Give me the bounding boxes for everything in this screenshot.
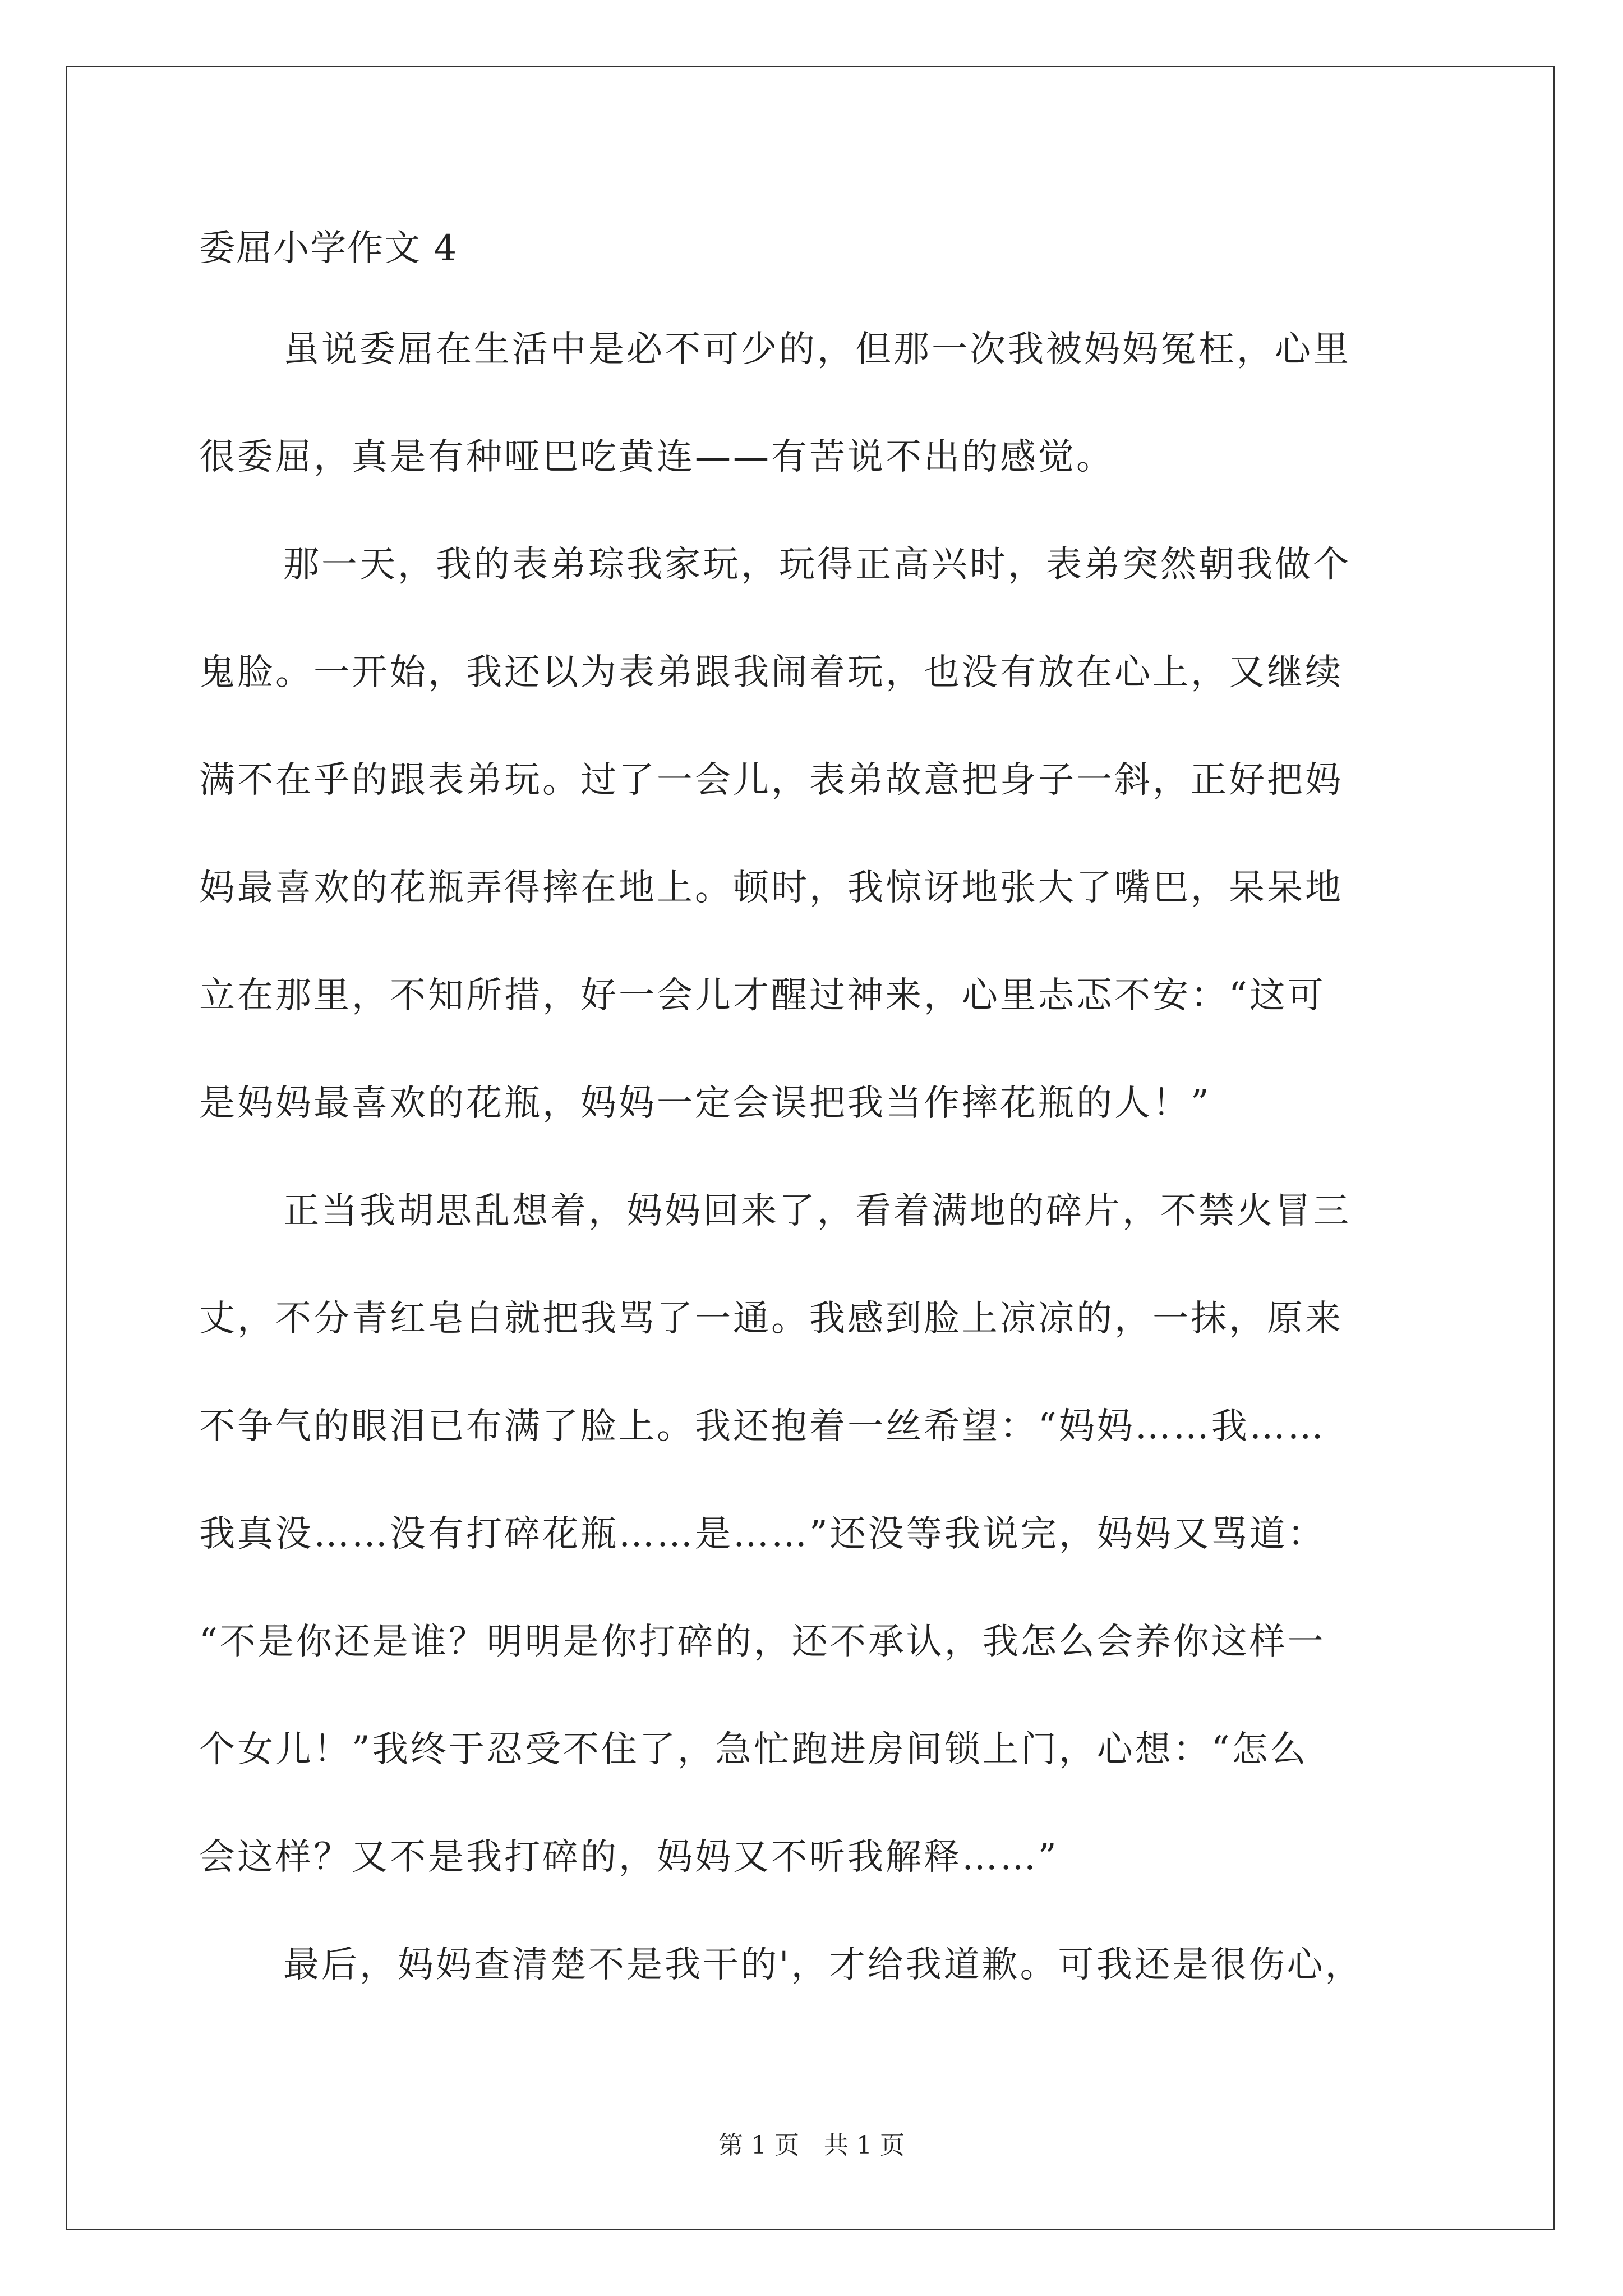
text-line: 个女儿！”我终于忍受不住了，急忙跑进房间锁上门，心想：“怎么 [199,1729,1308,1770]
text-line: “不是你还是谁？明明是你打碎的，还不承认，我怎么会养你这样一 [199,1621,1326,1663]
text-line: 鬼脸。一开始，我还以为表弟跟我闹着玩，也没有放在心上，又继续 [199,652,1343,693]
text-line: 会这样？又不是我打碎的，妈妈又不听我解释……” [199,1837,1059,1878]
text-line: 是妈妈最喜欢的花瓶，妈妈一定会误把我当作摔花瓶的人！” [199,1083,1211,1124]
text-line: 立在那里，不知所措，好一会儿才醒过神来，心里忐忑不安：“这可 [199,975,1326,1016]
text-line: 正当我胡思乱想着，妈妈回来了，看着满地的碎片，不禁火冒三 [283,1190,1351,1232]
text-line: 虽说委屈在生活中是必不可少的，但那一次我被妈妈冤枉，心里 [283,329,1351,370]
text-line: 丈，不分青红皂白就把我骂了一通。我感到脸上凉凉的，一抹，原来 [199,1298,1343,1340]
page-border [66,66,1555,2230]
text-line: 我真没……没有打碎花瓶……是……”还没等我说完，妈妈又骂道： [199,1513,1326,1555]
text-line: 很委屈，真是有种哑巴吃黄连——有苦说不出的感觉。 [199,436,1114,478]
text-line: 不争气的眼泪已布满了脸上。我还抱着一丝希望：“妈妈……我…… [199,1406,1326,1447]
document-title: 委屈小学作文 4 [199,228,458,269]
text-line: 满不在乎的跟表弟玩。过了一会儿，表弟故意把身子一斜，正好把妈 [199,760,1343,801]
text-line: 最后，妈妈查清楚不是我干的'，才给我道歉。可我还是很伤心， [283,1944,1363,1986]
text-line: 妈最喜欢的花瓶弄得摔在地上。顿时，我惊讶地张大了嘴巴，呆呆地 [199,867,1343,909]
text-line: 那一天，我的表弟琮我家玩，玩得正高兴时，表弟突然朝我做个 [283,544,1351,586]
page-number: 第 1 页 共 1 页 [718,2131,905,2160]
